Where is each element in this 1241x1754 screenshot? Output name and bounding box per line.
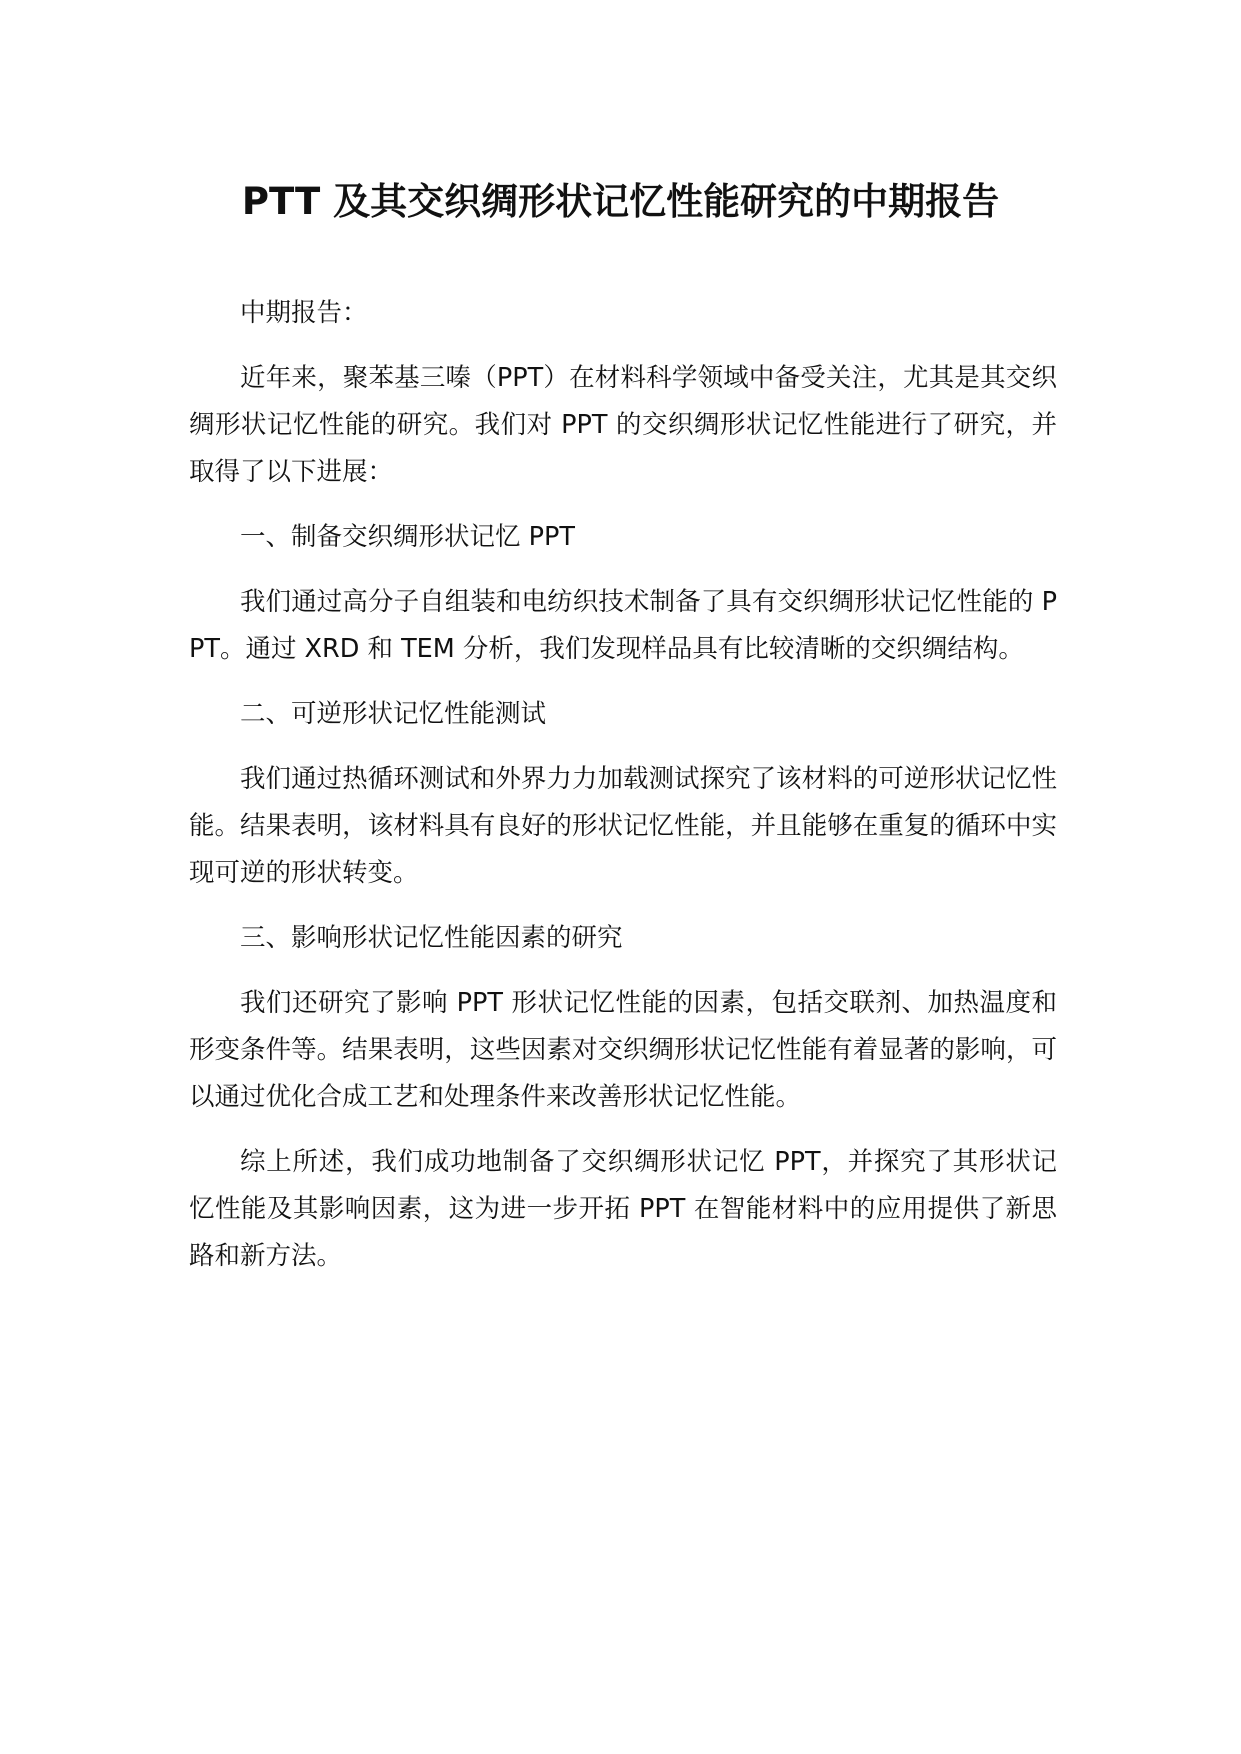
paragraph-section-1: 我们通过高分子自组装和电纺织技术制备了具有交织绸形状记忆性能的 PPT。通过 XRD 和 TEM 分析，我们发现样品具有比较清晰的交织绸结构。 bbox=[189, 587, 1057, 664]
paragraph-overview: 近年来，聚苯基三嗪（PPT）在材料科学领域中备受关注，尤其是其交织绸形状记忆性能的研究。我们对 PPT 的交织绸形状记忆性能进行了研究，并取得了以下进展： bbox=[189, 363, 1057, 487]
paragraph-intro-label: 中期报告： bbox=[240, 298, 368, 328]
document-body bbox=[189, 290, 1057, 1298]
paragraph-section-3: 我们还研究了影响 PPT 形状记忆性能的因素，包括交联剂、加热温度和形变条件等。结果表明，这些因素对交织绸形状记忆性能有着显著的影响，可以通过优化合成工艺和处理条件来改善形状记忆性能。 bbox=[189, 988, 1057, 1112]
section-heading-1: 一、制备交织绸形状记忆 PPT bbox=[240, 522, 575, 552]
document-title: PTT 及其交织绸形状记忆性能研究的中期报告 bbox=[241, 180, 1000, 223]
section-heading-3: 三、影响形状记忆性能因素的研究 bbox=[240, 923, 623, 953]
paragraph-section-2: 我们通过热循环测试和外界力力加载测试探究了该材料的可逆形状记忆性能。结果表明，该材料具有良好的形状记忆性能，并且能够在重复的循环中实现可逆的形状转变。 bbox=[189, 764, 1057, 888]
paragraph-conclusion: 综上所述，我们成功地制备了交织绸形状记忆 PPT，并探究了其形状记忆性能及其影响因素，这为进一步开拓 PPT 在智能材料中的应用提供了新思路和新方法。 bbox=[189, 1147, 1057, 1271]
section-heading-2: 二、可逆形状记忆性能测试 bbox=[240, 699, 547, 729]
